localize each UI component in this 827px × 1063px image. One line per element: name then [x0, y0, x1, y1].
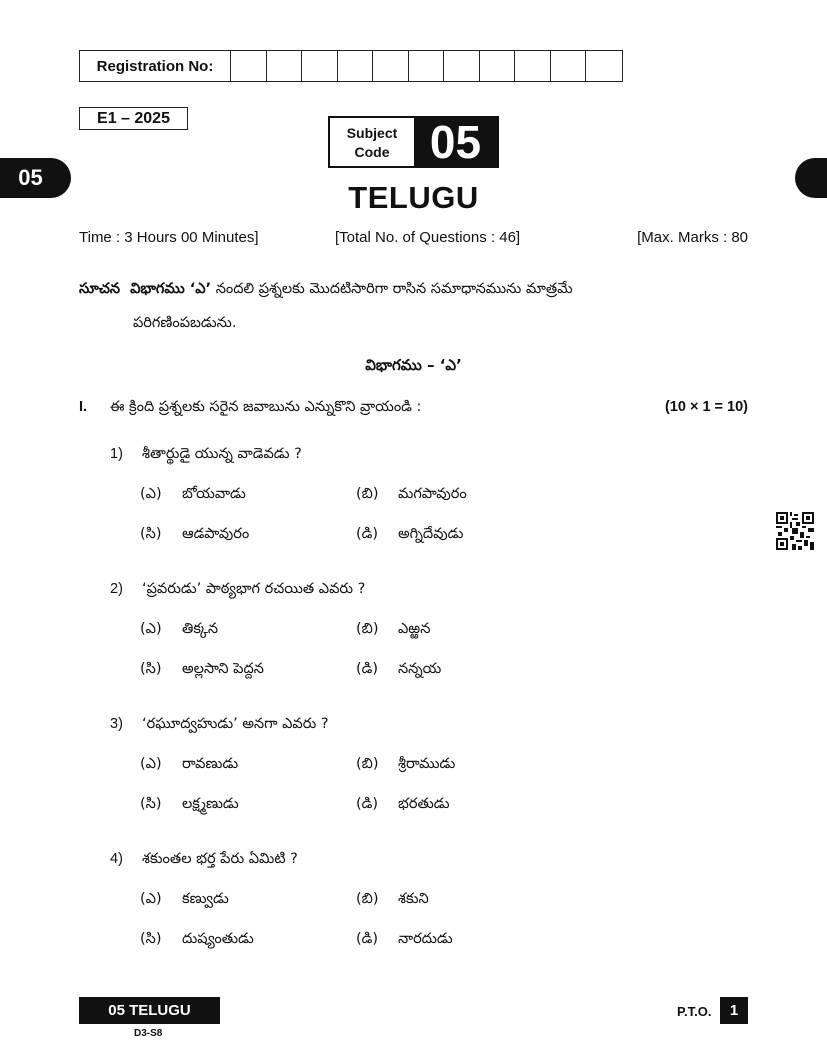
subject-code-label-line1: Subject [346, 125, 398, 141]
registration-digit-box[interactable] [373, 51, 409, 81]
qr-code-icon [776, 512, 814, 550]
subject-code-box [328, 116, 499, 168]
registration-number-field [79, 50, 623, 82]
option-c: (సి) లక్ష్మణుడు [140, 796, 239, 812]
registration-digit-box[interactable] [231, 51, 267, 81]
option-b: (బి) మగపావురం [356, 486, 467, 502]
option-a: (ఎ) తిక్కన [140, 621, 219, 637]
subject-code-number: 05 [414, 118, 497, 166]
instruction-continuation: పరిగణింపబడును. [133, 315, 237, 331]
page-number: 1 [720, 997, 748, 1024]
question-item [110, 716, 670, 836]
instruction-text: నందలి ప్రశ్నలకు మొదటిసారిగా రాసిన సమాధానమును మాత్రమే [215, 281, 573, 297]
question-text: శీతార్థుడై యున్న వాడెవడు ? [142, 446, 302, 462]
registration-digit-box[interactable] [586, 51, 622, 81]
option-a: (ఎ) కణ్వుడు [140, 891, 229, 907]
max-marks-info: [Max. Marks : 80 [637, 229, 748, 246]
instruction-label: సూచన [79, 281, 121, 297]
question-group-text: ఈ క్రింది ప్రశ్నలకు సరైన జవాబును ఎన్నుకొని వ్రాయండి : [110, 399, 422, 415]
question-number: 3) [110, 716, 123, 732]
option-b: (బి) శకుని [356, 891, 429, 907]
question-item [110, 851, 670, 971]
question-group-number: I. [79, 399, 88, 415]
question-number: 1) [110, 446, 123, 462]
option-d: (డి) నన్నయ [356, 661, 442, 677]
option-b: (బి) ఎఱ్ఱన [356, 621, 431, 637]
footer-subject-label: 05 TELUGU [79, 997, 220, 1024]
registration-digit-box[interactable] [409, 51, 445, 81]
question-number: 4) [110, 851, 123, 867]
option-a: (ఎ) బోయవాడు [140, 486, 246, 502]
section-heading: విభాగము – ‘ఎ’ [365, 356, 462, 374]
option-a: (ఎ) రావణుడు [140, 756, 239, 772]
page-title: TELUGU [348, 180, 479, 215]
question-text: ‘రఘూద్వహుడు’ అనగా ఎవరు ? [142, 716, 329, 732]
option-c: (సి) దుష్యంతుడు [140, 931, 254, 947]
time-info: Time : 3 Hours 00 Minutes] [79, 229, 259, 246]
registration-digit-box[interactable] [338, 51, 374, 81]
question-item [110, 446, 670, 566]
footer-pto: P.T.O. [677, 1004, 712, 1019]
question-text: ‘ప్రవరుడు’ పాఠ్యభాగ రచయిత ఎవరు ? [142, 581, 366, 597]
option-c: (సి) అల్లసాని పెద్దన [140, 661, 264, 677]
option-d: (డి) అగ్నిదేవుడు [356, 526, 464, 542]
subject-code-label-line2: Code [354, 144, 390, 160]
option-d: (డి) నారదుడు [356, 931, 453, 947]
instruction-section: విభాగము ‘ఎ’ [130, 281, 212, 297]
footer-booklet-code: D3-S8 [134, 1028, 163, 1039]
question-number: 2) [110, 581, 123, 597]
instruction-block [79, 272, 759, 340]
registration-digit-box[interactable] [302, 51, 338, 81]
question-group-marks: (10 × 1 = 10) [664, 399, 748, 415]
registration-digit-box[interactable] [480, 51, 516, 81]
exam-code: E1 – 2025 [79, 107, 188, 130]
question-item [110, 581, 670, 701]
question-text: శకుంతల భర్త పేరు ఏమిటి ? [142, 851, 298, 867]
option-b: (బి) శ్రీరాముడు [356, 756, 456, 772]
registration-digit-box[interactable] [444, 51, 480, 81]
option-d: (డి) భరతుడు [356, 796, 450, 812]
subject-code-label [330, 118, 414, 166]
registration-digit-box[interactable] [551, 51, 587, 81]
registration-digit-box[interactable] [515, 51, 551, 81]
option-c: (సి) ఆడపావురం [140, 526, 250, 542]
total-questions-info: [Total No. of Questions : 46] [335, 229, 521, 246]
side-tab-left: 05 [0, 158, 71, 198]
registration-digit-box[interactable] [267, 51, 303, 81]
registration-label: Registration No: [80, 51, 231, 81]
